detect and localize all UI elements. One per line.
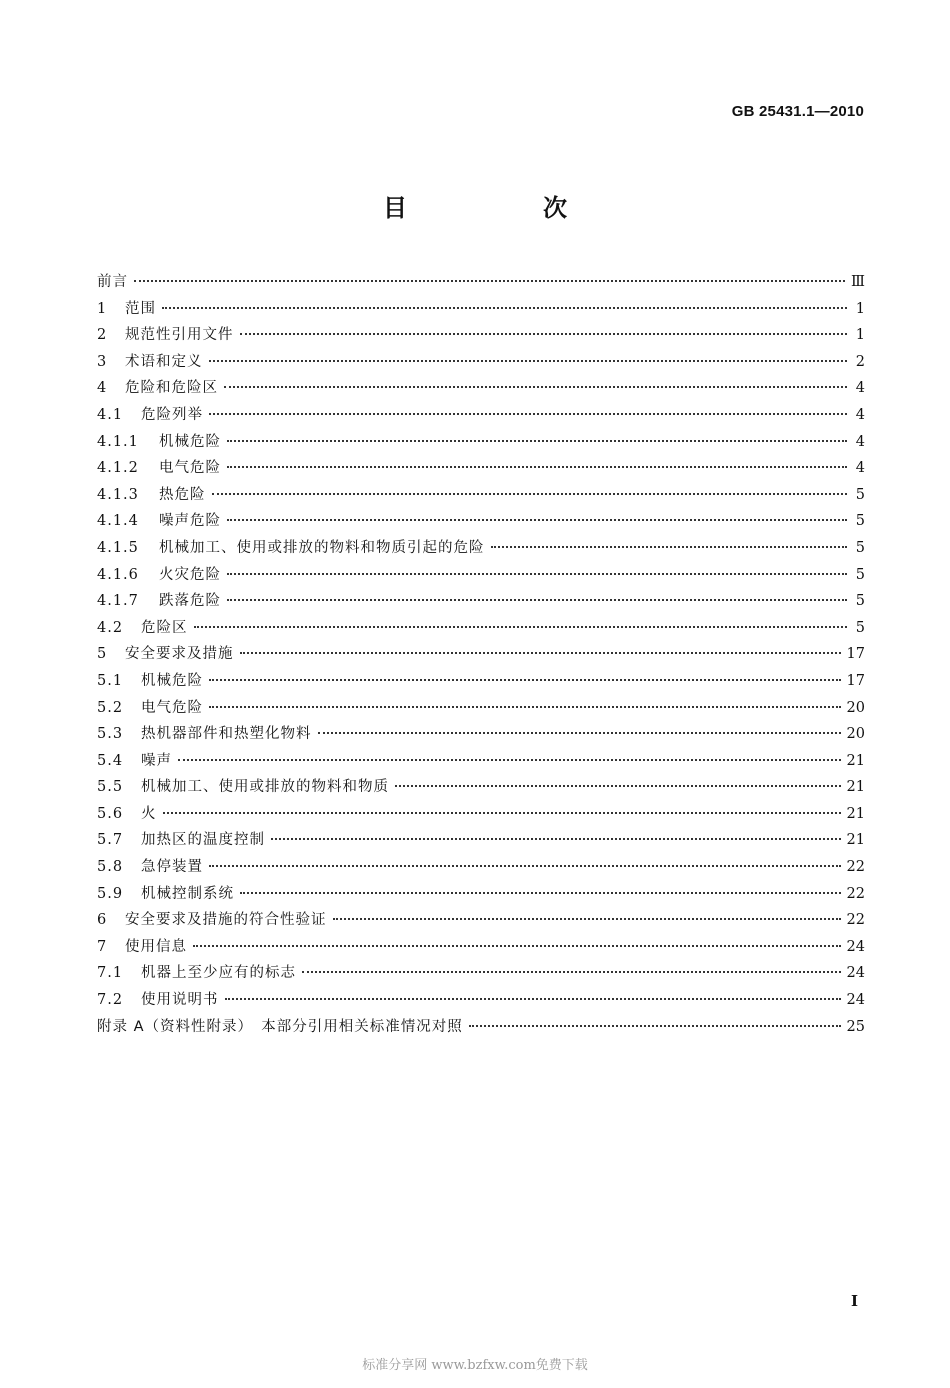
toc-entry-title: 机器上至少应有的标志 [141, 965, 296, 982]
toc-entry-page: 5 [855, 513, 865, 530]
toc-entry[interactable] [97, 749, 865, 776]
dot-leader [178, 759, 841, 761]
toc-entry[interactable] [97, 828, 865, 855]
toc-entry-title: 机械加工、使用或排放的物料和物质引起的危险 [159, 539, 485, 556]
toc-entry-number: 5.5 [97, 779, 124, 796]
toc-entry[interactable] [97, 882, 865, 909]
toc-entry-number: 7.1 [97, 965, 124, 982]
toc-entry[interactable] [97, 669, 865, 696]
toc-entry-number: 4.1.1 [97, 433, 139, 450]
toc-entry-page: 5 [855, 486, 865, 503]
dot-leader [240, 652, 841, 654]
toc-entry-page: Ⅲ [851, 274, 865, 290]
toc-entry-title: 危险和危险区 [125, 380, 218, 397]
toc-entry[interactable] [97, 616, 865, 643]
toc-entry-page: 22 [846, 912, 865, 929]
toc-entry-title: 附录 A（资料性附录） 本部分引用相关标准情况对照 [97, 1018, 463, 1035]
toc-entry[interactable] [97, 323, 865, 350]
dot-leader [469, 1025, 841, 1027]
toc-entry-title: 热机器部件和热塑化物料 [141, 726, 312, 743]
toc-entry-number: 7.2 [97, 992, 124, 1009]
dot-leader [227, 440, 847, 442]
dot-leader [271, 838, 841, 840]
toc-entry-number: 4.1.3 [97, 486, 139, 503]
toc-entry-number: 3 [97, 353, 108, 370]
toc-entry-page: 5 [855, 539, 865, 556]
toc-entry-page: 24 [846, 992, 865, 1009]
dot-leader [209, 865, 841, 867]
dot-leader [209, 413, 847, 415]
toc-entry-title: 急停装置 [141, 859, 203, 876]
toc-entry-page: 20 [846, 699, 865, 716]
dot-leader [224, 386, 847, 388]
toc-entry-page: 17 [846, 672, 865, 689]
toc-entry-number: 5.6 [97, 805, 124, 822]
toc-entry-number: 4 [97, 380, 108, 397]
toc-entry[interactable] [97, 1015, 865, 1042]
dot-leader [162, 307, 847, 309]
toc-entry-number: 4.2 [97, 619, 124, 636]
toc-entry-number: 6 [97, 912, 108, 929]
toc-entry-page: 1 [855, 327, 865, 344]
toc-entry[interactable] [97, 376, 865, 403]
dot-leader [134, 280, 845, 282]
dot-leader [395, 785, 841, 787]
toc-entry-title: 热危险 [159, 486, 206, 503]
toc-entry-title: 安全要求及措施的符合性验证 [125, 912, 327, 929]
dot-leader [240, 333, 848, 335]
toc-entry-title: 噪声危险 [159, 513, 221, 530]
toc-entry-title: 电气危险 [159, 460, 221, 477]
dot-leader [333, 918, 841, 920]
toc-entry-title: 机械控制系统 [141, 885, 234, 902]
toc-entry-title: 机械危险 [159, 433, 221, 450]
toc-entry-page: 4 [855, 380, 865, 397]
toc-entry-page: 5 [855, 566, 865, 583]
dot-leader [193, 945, 841, 947]
toc-entry[interactable] [97, 961, 865, 988]
toc-entry-title: 机械危险 [141, 672, 203, 689]
dot-leader [212, 493, 848, 495]
toc-entry-number: 5.9 [97, 885, 124, 902]
toc-entry[interactable] [97, 270, 865, 297]
toc-entry-number: 4.1.7 [97, 593, 139, 610]
dot-leader [194, 626, 848, 628]
toc-entry-title: 使用信息 [125, 938, 187, 955]
toc-entry-page: 21 [846, 832, 865, 849]
toc-entry-page: 2 [855, 353, 865, 370]
toc-entry-title: 火灾危险 [159, 566, 221, 583]
toc-entry-page: 25 [846, 1018, 865, 1035]
toc-entry-number: 1 [97, 300, 108, 317]
toc-entry-number: 5 [97, 646, 108, 663]
toc-entry-title: 范围 [125, 300, 156, 317]
toc-entry-page: 22 [846, 859, 865, 876]
dot-leader [240, 892, 841, 894]
toc-entry[interactable] [97, 297, 865, 324]
toc-entry-page: 4 [855, 460, 865, 477]
toc-entry[interactable] [97, 589, 865, 616]
toc-entry-title: 噪声 [141, 752, 172, 769]
toc-entry[interactable] [97, 988, 865, 1015]
toc-entry-title: 安全要求及措施 [125, 646, 234, 663]
toc-entry-number: 2 [97, 327, 108, 344]
toc-entry-page: 5 [855, 619, 865, 636]
page-number: I [850, 1292, 858, 1310]
toc-entry-title: 跌落危险 [159, 593, 221, 610]
toc-entry-number: 5.2 [97, 699, 124, 716]
toc-entry-number: 4.1.5 [97, 539, 139, 556]
toc-entry-title: 前言 [97, 274, 128, 290]
toc-entry-title: 机械加工、使用或排放的物料和物质 [141, 779, 389, 796]
toc-entry[interactable] [97, 536, 865, 563]
toc-entry-title: 使用说明书 [141, 992, 219, 1009]
toc-entry[interactable] [97, 430, 865, 457]
toc-entry-page: 4 [855, 433, 865, 450]
toc-entry-number: 5.4 [97, 752, 124, 769]
toc-entry-title: 危险列举 [141, 406, 203, 423]
toc-entry-number: 4.1.4 [97, 513, 139, 530]
toc-entry-page: 21 [846, 805, 865, 822]
toc-entry[interactable] [97, 908, 865, 935]
dot-leader [225, 998, 841, 1000]
toc-entry-page: 22 [846, 885, 865, 902]
toc-entry-title: 规范性引用文件 [125, 327, 234, 344]
toc-entry-page: 5 [855, 593, 865, 610]
toc-entry-number: 5.8 [97, 859, 124, 876]
toc-entry[interactable] [97, 696, 865, 723]
toc-entry-page: 21 [846, 752, 865, 769]
dot-leader [318, 732, 841, 734]
dot-leader [227, 599, 847, 601]
watermark-text: 标准分享网 www.bzfxw.com免费下载 [362, 1358, 588, 1373]
toc-entry[interactable] [97, 509, 865, 536]
toc-entry[interactable] [97, 775, 865, 802]
toc-entry-title: 危险区 [141, 619, 188, 636]
page-title: 目 次 [383, 194, 623, 222]
toc-entry-number: 5.7 [97, 832, 124, 849]
toc-entry-page: 1 [855, 300, 865, 317]
toc-entry[interactable] [97, 855, 865, 882]
toc-entry-number: 4.1.6 [97, 566, 139, 583]
dot-leader [227, 466, 847, 468]
toc-entry-title: 火 [141, 805, 157, 822]
toc-entry[interactable] [97, 935, 865, 962]
table-of-contents [97, 270, 865, 1041]
dot-leader [227, 573, 847, 575]
dot-leader [227, 519, 847, 521]
toc-entry-number: 4.1 [97, 406, 124, 423]
dot-leader [209, 706, 841, 708]
toc-entry-page: 24 [846, 965, 865, 982]
toc-entry-page: 24 [846, 938, 865, 955]
toc-entry-number: 5.1 [97, 672, 124, 689]
toc-entry-number: 4.1.2 [97, 460, 139, 477]
dot-leader [209, 360, 848, 362]
dot-leader [209, 679, 841, 681]
toc-entry-number: 5.3 [97, 726, 124, 743]
toc-entry-page: 20 [846, 726, 865, 743]
toc-entry-title: 加热区的温度控制 [141, 832, 265, 849]
dot-leader [302, 971, 841, 973]
toc-entry-page: 4 [855, 406, 865, 423]
toc-entry[interactable] [97, 483, 865, 510]
toc-entry[interactable] [97, 563, 865, 590]
toc-entry-page: 17 [846, 646, 865, 663]
dot-leader [491, 546, 848, 548]
toc-entry-number: 7 [97, 938, 108, 955]
toc-entry[interactable] [97, 350, 865, 377]
toc-entry[interactable] [97, 456, 865, 483]
dot-leader [163, 812, 841, 814]
toc-entry[interactable] [97, 403, 865, 430]
toc-entry-title: 电气危险 [141, 699, 203, 716]
toc-entry-page: 21 [846, 779, 865, 796]
toc-entry[interactable] [97, 642, 865, 669]
toc-entry[interactable] [97, 722, 865, 749]
toc-entry-title: 术语和定义 [125, 353, 203, 370]
toc-entry[interactable] [97, 802, 865, 829]
standard-code: GB 25431.1—2010 [731, 103, 864, 120]
